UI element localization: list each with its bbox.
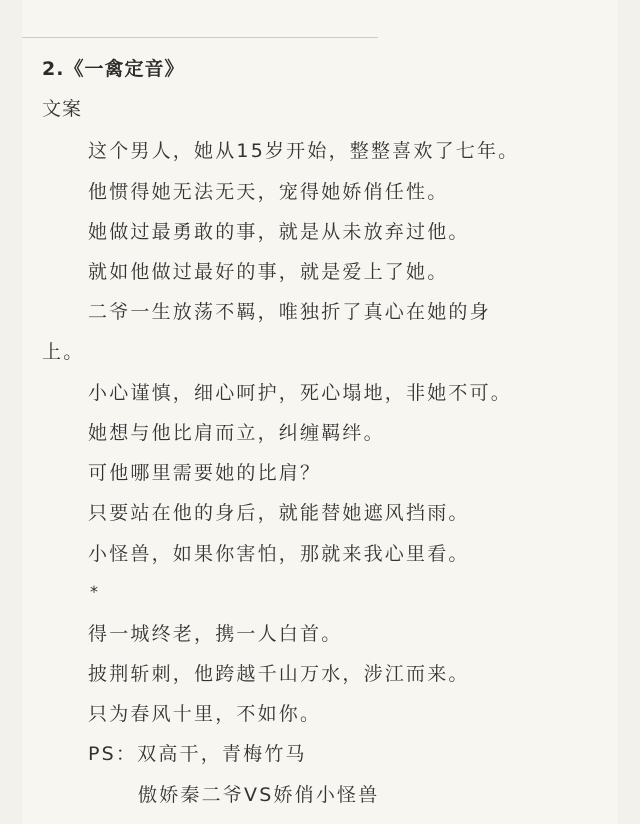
ps-line: PS：双高干，青梅竹马	[88, 743, 307, 765]
text-line-5: 二爷一生放荡不羁，唯独折了真心在她的身	[88, 301, 491, 323]
text-line-2: 他惯得她无法无天，宠得她娇俏任性。	[88, 181, 449, 203]
section-label: 文案	[42, 98, 83, 120]
divider-line	[22, 37, 378, 38]
text-line-11: 得一城终老，携一人白首。	[88, 623, 343, 645]
text-line-8: 可他哪里需要她的比肩？	[88, 462, 322, 484]
text-line-1: 这个男人，她从15岁开始，整整喜欢了七年。	[88, 140, 520, 162]
text-line-10: 小怪兽，如果你害怕，那就来我心里看。	[88, 543, 470, 565]
text-line-9: 只要站在他的身后，就能替她遮风挡雨。	[88, 502, 470, 524]
book-title: 2.《一禽定音》	[42, 58, 185, 80]
text-line-7: 她想与他比肩而立，纠缠羁绊。	[88, 422, 385, 444]
separator-star: *	[90, 582, 98, 601]
ps-subline: 傲娇秦二爷VS娇俏小怪兽	[138, 784, 380, 806]
text-line-13: 只为春风十里，不如你。	[88, 703, 322, 725]
text-line-12: 披荆斩刺，他跨越千山万水，涉江而来。	[88, 663, 470, 685]
text-line-5-continued: 上。	[42, 341, 85, 363]
text-line-4: 就如他做过最好的事，就是爱上了她。	[88, 261, 449, 283]
text-line-6: 小心谨慎，细心呵护，死心塌地，非她不可。	[88, 382, 513, 404]
text-line-3: 她做过最勇敢的事，就是从未放弃过他。	[88, 221, 470, 243]
